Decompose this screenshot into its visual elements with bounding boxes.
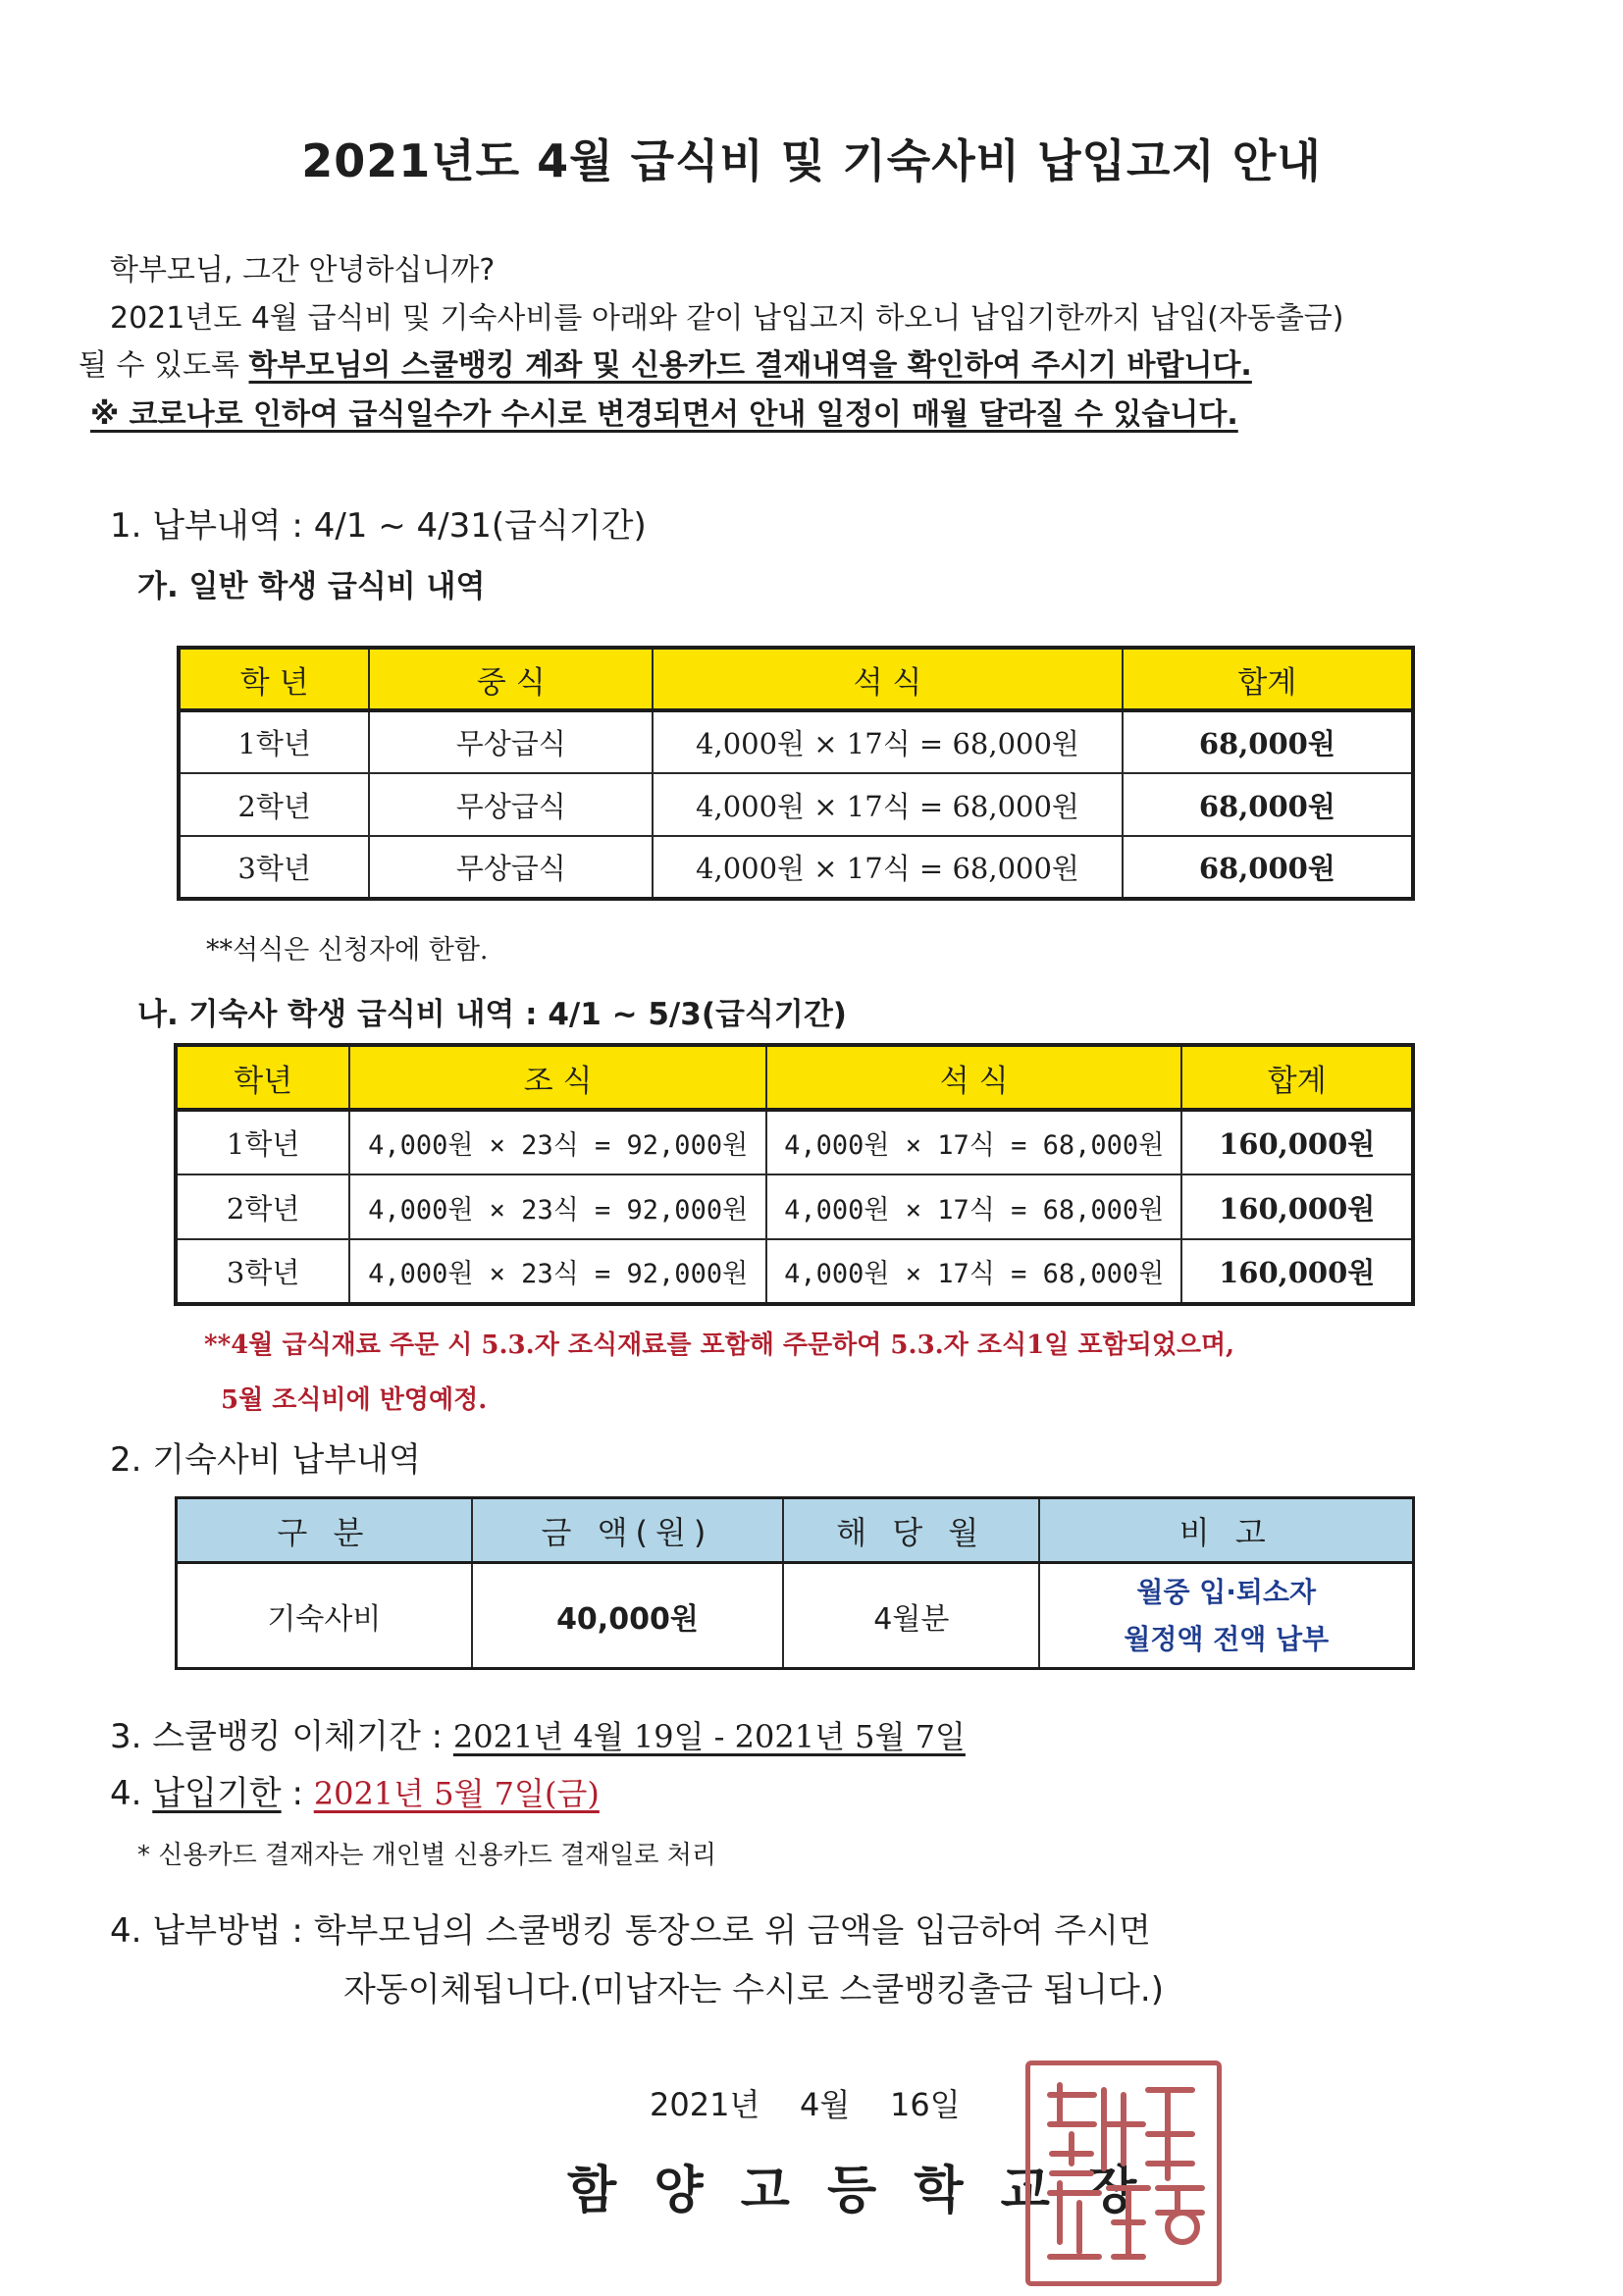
general-meal-table [177,646,1415,901]
dorm-meal-table [174,1043,1415,1306]
cell-amount: 40,000원 [472,1563,783,1669]
cell-dinner: 4,000원 × 17식 = 68,000원 [766,1174,1182,1239]
table-row [179,710,1413,773]
cell-grade: 2학년 [179,773,369,836]
header-amount: 금 액(원) [472,1498,783,1563]
header-category: 구 분 [177,1498,472,1563]
table-row [179,836,1413,899]
header-dinner: 석 식 [653,648,1122,710]
header-breakfast: 조 식 [349,1045,766,1110]
dinner-note: **석식은 신청자에 한함. [206,935,489,965]
intro-line-2 [79,348,1252,384]
payment-deadline: 2021년 5월 7일(금) [313,1775,600,1812]
cell-item: 기숙사비 [177,1563,472,1669]
cell-total: 160,000원 [1181,1174,1413,1239]
dorm-note-line-1: **4월 급식재료 주문 시 5.3.자 조식재료를 포함해 주문하여 5.3.자 조식1일 포함되었으며, [204,1331,1235,1360]
cell-dinner: 4,000원 × 17식 = 68,000원 [653,773,1122,836]
remark-line-2: 월정액 전액 납부 [1124,1622,1330,1655]
cell-dinner: 4,000원 × 17식 = 68,000원 [653,710,1122,773]
cell-dinner: 4,000원 × 17식 = 68,000원 [653,836,1122,899]
cell-total: 160,000원 [1181,1110,1413,1174]
header-remark: 비 고 [1039,1498,1413,1563]
cell-dinner: 4,000원 × 17식 = 68,000원 [766,1110,1182,1174]
header-grade: 학 년 [179,648,369,710]
cell-grade: 1학년 [176,1110,349,1174]
cell-breakfast: 4,000원 × 23식 = 92,000원 [349,1174,766,1239]
cell-breakfast: 4,000원 × 23식 = 92,000원 [349,1110,766,1174]
school-principal: 함 양 고 등 학 교 장 [567,2162,1147,2220]
dorm-note-line-2: 5월 조식비에 반영예정. [221,1385,488,1415]
cell-grade: 1학년 [179,710,369,773]
header-total: 합계 [1123,648,1413,710]
section-1b-heading: 나. 기숙사 학생 급식비 내역 : 4/1 ~ 5/3(급식기간) [137,997,847,1032]
cell-grade: 2학년 [176,1174,349,1239]
section-4-label: 납입기한 [152,1774,282,1813]
cell-total: 160,000원 [1181,1239,1413,1304]
section-1-heading: 1. 납부내역 : 4/1 ~ 4/31(급식기간) [110,506,647,546]
cell-lunch: 무상급식 [369,836,653,899]
card-note: * 신용카드 결재자는 개인별 신용카드 결재일로 처리 [137,1841,717,1870]
table-header-row [177,1498,1414,1563]
section-2-heading: 2. 기숙사비 납부내역 [110,1440,421,1480]
cell-total: 68,000원 [1123,710,1413,773]
table-row [176,1174,1413,1239]
cell-dinner: 4,000원 × 17식 = 68,000원 [766,1239,1182,1304]
cell-breakfast: 4,000원 × 23식 = 92,000원 [349,1239,766,1304]
section-3-label: 3. 스쿨뱅킹 이체기간 : [110,1717,453,1756]
header-grade: 학년 [176,1045,349,1110]
cell-grade: 3학년 [179,836,369,899]
document-title: 2021년도 4월 급식비 및 기숙사비 납입고지 안내 [301,134,1322,187]
intro-line-2-lead: 될 수 있도록 [79,348,249,383]
cell-remark [1039,1563,1413,1669]
cell-month: 4월분 [783,1563,1039,1669]
cell-grade: 3학년 [176,1239,349,1304]
greeting: 학부모님, 그간 안녕하십니까? [110,253,496,287]
transfer-period: 2021년 4월 19일 - 2021년 5월 7일 [452,1718,966,1755]
cell-lunch: 무상급식 [369,773,653,836]
issue-date: 2021년 4월 16일 [650,2086,961,2123]
remark-line-1: 월중 입·퇴소자 [1136,1575,1317,1608]
official-seal-icon [1025,2061,1222,2286]
header-month: 해 당 월 [783,1498,1039,1563]
table-row [176,1239,1413,1304]
header-lunch: 중 식 [369,648,653,710]
section-4 [110,1766,600,1814]
dorm-fee-table [175,1496,1415,1670]
table-row [177,1563,1414,1669]
covid-notice: ※ 코로나로 인하여 급식일수가 수시로 변경되면서 안내 일정이 매월 달라질 수 있습니다. [90,397,1238,432]
table-header-row [176,1045,1413,1110]
table-row [176,1110,1413,1174]
section-1a-heading: 가. 일반 학생 급식비 내역 [137,569,486,604]
intro-line-2-emphasis: 학부모님의 스쿨뱅킹 계좌 및 신용카드 결재내역을 확인하여 주시기 바랍니다. [248,348,1252,383]
table-header-row [179,648,1413,710]
cell-total: 68,000원 [1123,773,1413,836]
payment-method-line-1: 4. 납부방법 : 학부모님의 스쿨뱅킹 통장으로 위 금액을 입금하여 주시면 [110,1911,1151,1951]
section-3 [110,1709,966,1757]
table-row [179,773,1413,836]
section-4-num: 4. [110,1774,153,1813]
header-dinner: 석 식 [766,1045,1182,1110]
payment-method-line-2: 자동이체됩니다.(미납자는 수시로 스쿨뱅킹출금 됩니다.) [343,1970,1164,2009]
cell-lunch: 무상급식 [369,710,653,773]
cell-total: 68,000원 [1123,836,1413,899]
intro-line-1: 2021년도 4월 급식비 및 기숙사비를 아래와 같이 납입고지 하오니 납입기한까지 납입(자동출금) [110,301,1344,336]
section-4-sep: : [281,1774,314,1813]
header-total: 합계 [1181,1045,1413,1110]
